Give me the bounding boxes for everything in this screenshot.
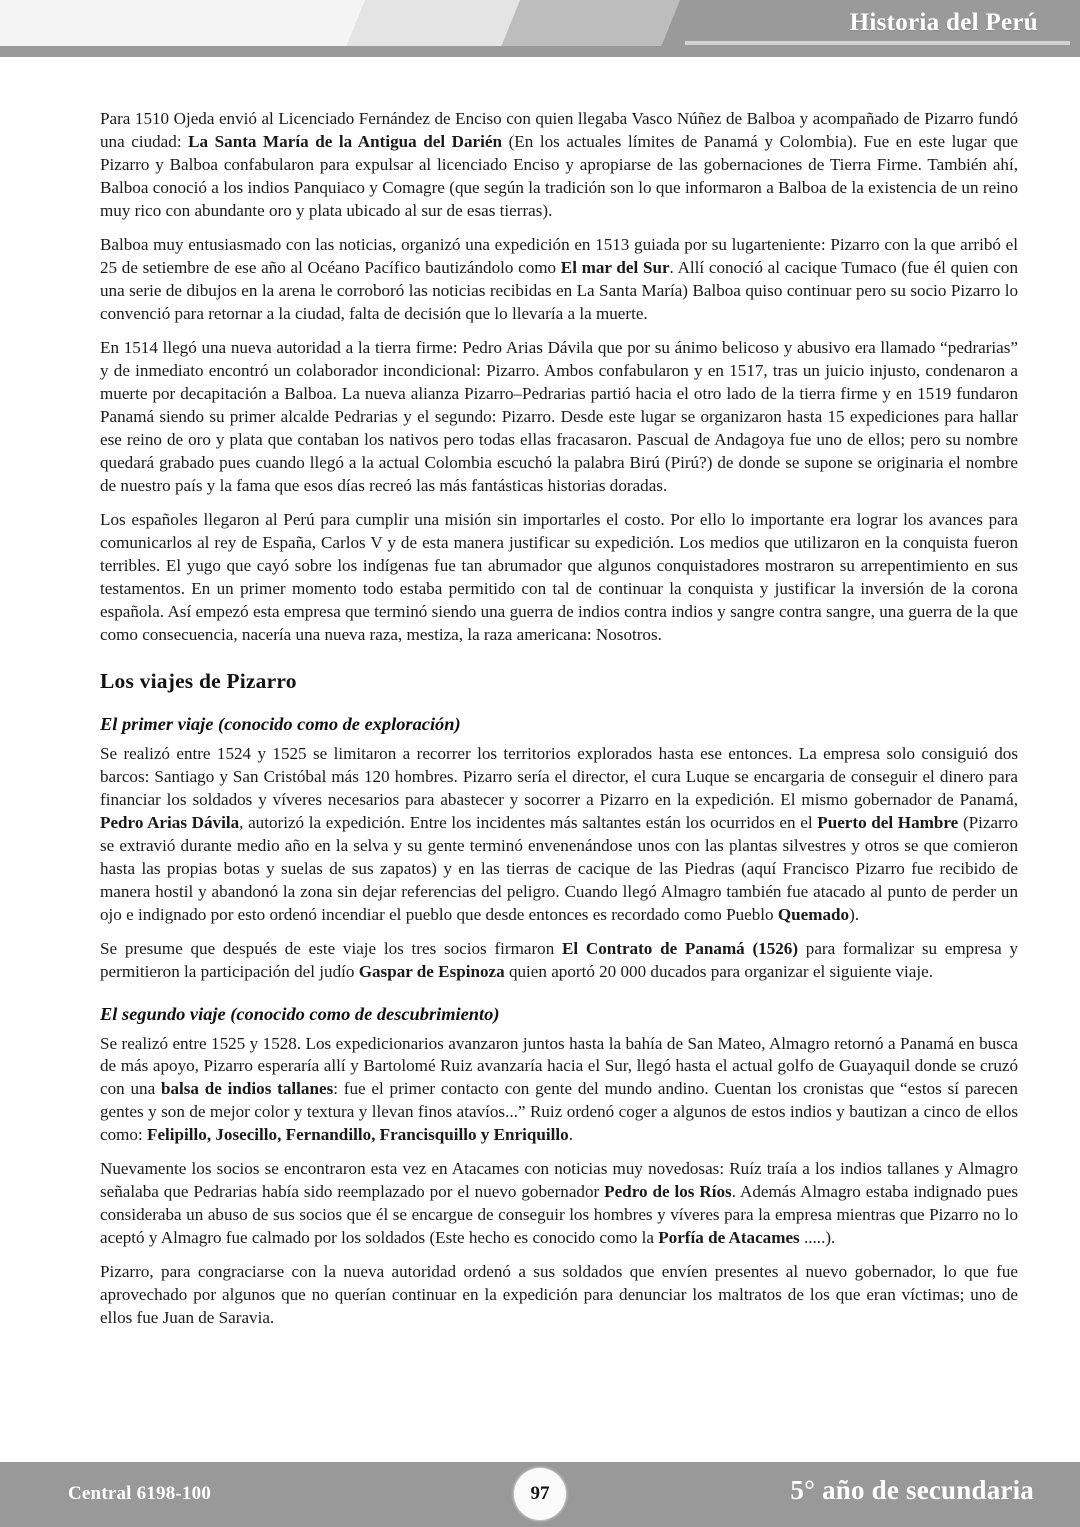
subsection-heading-segundo-viaje: El segundo viaje (conocido como de descubrimiento): [100, 1003, 500, 1024]
body-text: (En los actuales límites de Panamá y Colombia). Fue en este lugar que Pizarro y Balboa confabularon para expulsar al licenciado Enciso y apropiarse de las gobernaciones de Tierra Firme. También ahí, Balboa conoció a los indios Panquiaco y Comagre (que según la tradición son lo que informaron a Balboa de la existencia de un reino muy rico con abundante oro y plata ubicado al sur de esas tierras).: [100, 131, 1019, 220]
emphasis-text: Porfía de Atacames: [658, 1228, 800, 1248]
emphasis-text: Puerto del Hambre: [817, 812, 959, 832]
emphasis-text: El Contrato de Panamá (1526): [561, 938, 799, 958]
emphasis-text: Felipillo, Josecillo, Fernandillo, Francisquillo y Enriquillo: [147, 1125, 569, 1145]
emphasis-text: Gaspar de Espinoza: [358, 961, 505, 981]
body-text: .: [568, 1125, 573, 1145]
paragraph-sv3: [100, 1261, 1018, 1330]
body-text: Los españoles llegaron al Perú para cumplir una misión sin importarles el costo. Por ello lo importante era lograr los avances para comunicarlos al rey de España, Carlos V y de esta manera justificar su expedición. Los medios que utilizaron en la conquista fueron terribles. El yugo que cayó sobre los indígenas fue tan abrumador que algunos conquistadores mostraron su arrepentimiento en sus testamentos. En un primer momento todo estaba permitido con tal de continuar la conquista y justificar la inversión de la corona española. Así empezó esta empresa que terminó siendo una guerra de indios contra indios y sangre contra sangre, una guerra de la que como consecuencia, nacería una nueva raza, mestiza, la raza americana: Nosotros.: [100, 509, 1018, 644]
body-text: , autorizó la expedición. Entre los incidentes más saltantes están los ocurridos en el: [239, 812, 818, 832]
page-title: Historia del Perú: [849, 9, 1038, 36]
header-underline-rule: [685, 41, 1070, 45]
body-text: En 1514 llegó una nueva autoridad a la tierra firme: Pedro Arias Dávila que por su ánimo belicoso y abusivo era llamado “pedrarias” y de inmediato encontró un colaborador incondicional: Pizarro. Ambos confabularon y en 1517, tras un juicio injusto, condenaron a muerte por decapitación a Balboa. La nueva alianza Pizarro–Pedrarias partió hacia el otro lado de la tierra firme y en 1519 fundaron Panamá siendo su primer alcalde Pedrarias y el segundo: Pizarro. Desde este lugar se organizaron hasta 15 expediciones para hallar ese reino de oro y plata que contaban los nativos pero todas ellas fracasaron. Pascual de Andagoya fue uno de ellos; pero su nombre quedará grabado pues cuando llegó a la actual Colombia escuchó la palabra Birú (Pirú?) de donde se supone se originaria el nombre de nuestro país y la fama que esos días recreó las más fantásticas historias doradas.: [100, 337, 1018, 495]
body-text: Se presume que después de este viaje los tres socios firmaron: [100, 938, 562, 958]
paragraph-pv2: [100, 938, 1018, 984]
emphasis-text: Pedro Arias Dávila: [100, 812, 240, 832]
emphasis-text: El mar del Sur: [560, 257, 670, 277]
body-text: Pizarro, para congraciarse con la nueva autoridad ordenó a sus soldados que envíen presentes al nuevo gobernador, lo que fue aprovechado por algunos que no querían continuar en la expedición para denunciar los maltratos de los que eran víctimas; uno de ellos fue Juan de Saravia.: [100, 1262, 1018, 1328]
emphasis-text: Quemado: [777, 904, 850, 924]
body-text: ).: [849, 904, 860, 924]
subsection-heading-primer-viaje: El primer viaje (conocido como de exploración): [100, 713, 461, 734]
body-text: . Además Almagro estaba indignado pues consideraba un abuso de sus socios que él se encargue de conseguir los hombres y víveres para la empresa mientras que Pizarro no lo aceptó y Almagro fue calmado por los soldados (Este hecho es conocido como la: [100, 1182, 1019, 1248]
body-text: Se realizó entre 1524 y 1525 se limitaron a recorrer los territorios explorados hasta ese entonces. La empresa solo consiguió dos barcos: Santiago y San Cristóbal más 120 hombres. Pizarro sería el director, el cura Luque se encargaria de conseguir el dinero para financiar los soldados y víveres necesarios para abastecer y socorrer a Pizarro en la expedición. El mismo gobernador de Panamá,: [100, 743, 1018, 809]
body-text: . Allí conoció al cacique Tumaco (fue él quien con una serie de dibujos en la arena le corroboró las noticias recibidas en La Santa María) Balboa quiso continuar pero su socio Pizarro lo convenció para retornar a la ciudad, falta de decisión que lo llevaría a la muerte.: [100, 257, 1018, 323]
footer-contact-text: Central 6198-100: [68, 1483, 212, 1504]
document-body: [100, 108, 1018, 1330]
page-header: [0, 0, 1080, 57]
emphasis-text: La Santa María de la Antigua del Darién: [188, 131, 502, 151]
paragraph-p4: [100, 509, 1018, 647]
paragraph-p2: [100, 234, 1018, 326]
paragraph-sv1: [100, 1033, 1018, 1148]
emphasis-text: Pedro de los Ríos: [604, 1182, 732, 1202]
body-text: Para 1510 Ojeda envió al Licenciado Fernández de Enciso con quien llegaba Vasco Núñez de Balboa y acompañado de Pizarro fundó una ciudad:: [100, 109, 1018, 151]
paragraph-p3: [100, 337, 1018, 498]
page-number-badge: [514, 1468, 566, 1520]
paragraph-sv2: [100, 1158, 1018, 1250]
subsections: [100, 714, 1018, 1331]
footer-grade-text: 5° año de secundaria: [790, 1475, 1034, 1505]
paragraph-p1: [100, 108, 1018, 223]
page-footer: [0, 1462, 1080, 1527]
section-heading-los-viajes-de-pizarro: Los viajes de Pizarro: [100, 668, 297, 693]
body-text: para formalizar su empresa y permitieron la participación del judío: [100, 938, 1019, 981]
body-text: Balboa muy entusiasmado con las noticias, organizó una expedición en 1513 guiada por su lugarteniente: Pizarro con la que arribó el 25 de setiembre de ese año al Océano Pacífico bautizándolo como: [100, 234, 1018, 277]
intro-paragraphs: [100, 108, 1018, 647]
body-text: quien aportó 20 000 ducados para organizar el siguiente viaje.: [504, 961, 933, 981]
body-text: (Pizarro se extravió durante medio año en la selva y su gente terminó envenenándose unos con las plantas silvestres y otros se que comieron hasta las propias botas y suelas de sus zapatos) y en las tierras de cacique de las Piedras (aquí Francisco Pizarro fue recibido de manera hostil y abandonó la zona sin dejar referencias del peligro. Cuando llegó Almagro también fue atacado al punto de perder un ojo e indignado por esto ordenó incendiar el pueblo que desde entonces es recordado como Pueblo: [100, 812, 1018, 924]
body-text: : fue el primer contacto con gente del mundo andino. Cuentan los cronistas que “estos sí parecen gentes y son de mejor color y textura y llevan finos atavíos...” Ruiz ordenó coger a algunos de estos indios y bautizan a cinco de ellos como:: [100, 1079, 1018, 1145]
header-bottom-strip: [0, 46, 1080, 57]
body-text: .....).: [799, 1228, 836, 1248]
paragraph-pv1: [100, 743, 1018, 927]
emphasis-text: balsa de indios tallanes: [160, 1079, 334, 1099]
page-number-label: 97: [530, 1483, 550, 1504]
body-text: Nuevamente los socios se encontraron esta vez en Atacames con noticias muy novedosas: Ruíz traía a los indios tallanes y Almagro señalaba que Pedrarias había sido reemplazado por el nuevo gobernador: [100, 1159, 1018, 1202]
body-text: Se realizó entre 1525 y 1528. Los expedicionarios avanzaron juntos hasta la bahía de San Mateo, Almagro retornó a Panamá en busca de más apoyo, Pizarro esperaría allí y Bartolomé Ruiz avanzaría hacia el Sur, llegó hasta el actual golfo de Guayaquil donde se cruzó con una: [100, 1033, 1018, 1099]
